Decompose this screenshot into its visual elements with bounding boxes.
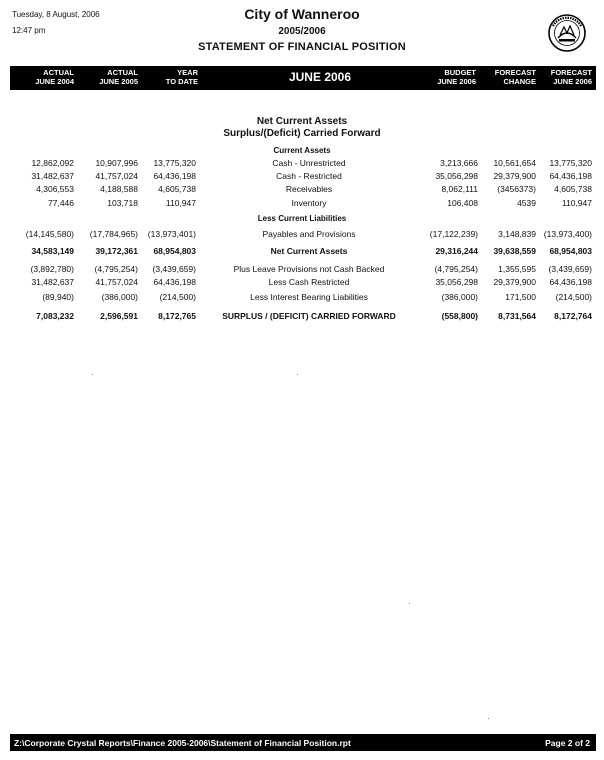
cell-forecast-change: 4539 bbox=[517, 198, 536, 208]
cell-year-to-date: (214,500) bbox=[159, 292, 196, 302]
cell-actual-2005: (4,795,254) bbox=[94, 264, 138, 274]
table-row bbox=[0, 198, 604, 210]
cell-budget: (4,795,254) bbox=[434, 264, 478, 274]
cell-forecast-change: 171,500 bbox=[505, 292, 536, 302]
table-row bbox=[0, 264, 604, 276]
cell-actual-2005: 4,188,588 bbox=[100, 184, 138, 194]
row-label: SURPLUS / (DEFICIT) CARRIED FORWARD bbox=[222, 311, 396, 321]
cell-actual-2004: 31,482,637 bbox=[31, 171, 74, 181]
cell-budget: 29,316,244 bbox=[435, 246, 478, 256]
row-label: Receivables bbox=[285, 184, 333, 194]
row-label: Less Cash Restricted bbox=[268, 277, 350, 287]
section-surplus-carried-forward: Surplus/(Deficit) Carried Forward bbox=[223, 128, 381, 139]
statement-title: STATEMENT OF FINANCIAL POSITION bbox=[198, 41, 406, 53]
row-label: Inventory bbox=[291, 198, 327, 208]
cell-actual-2004: 31,482,637 bbox=[31, 277, 74, 287]
cell-forecast: 110,947 bbox=[561, 198, 592, 208]
header-month: JUNE 2006 bbox=[288, 70, 352, 84]
header-forecast-change: FORECAST CHANGE bbox=[494, 68, 536, 86]
cell-forecast-change: 29,379,900 bbox=[493, 171, 536, 181]
cell-forecast: 8,172,764 bbox=[554, 311, 592, 321]
cell-actual-2005: 10,907,996 bbox=[95, 158, 138, 168]
cell-actual-2004: 4,306,553 bbox=[36, 184, 74, 194]
cell-year-to-date: 110,947 bbox=[165, 198, 196, 208]
table-row bbox=[0, 292, 604, 304]
header-actual-2005: ACTUAL JUNE 2005 bbox=[99, 68, 138, 86]
cell-budget: (558,800) bbox=[441, 311, 478, 321]
report-footer-bar bbox=[10, 734, 596, 751]
cell-forecast: (3,439,659) bbox=[548, 264, 592, 274]
cell-year-to-date: (3,439,659) bbox=[152, 264, 196, 274]
cell-actual-2005: 2,596,591 bbox=[100, 311, 138, 321]
table-row bbox=[0, 184, 604, 196]
cell-year-to-date: 8,172,765 bbox=[158, 311, 196, 321]
cell-forecast: 68,954,803 bbox=[549, 246, 592, 256]
report-file-path: Z:\Corporate Crystal Reports\Finance 2005-2006\Statement of Financial Position.rpt bbox=[14, 738, 351, 748]
table-row-total bbox=[0, 311, 604, 323]
table-row bbox=[0, 277, 604, 289]
cell-actual-2005: (17,784,965) bbox=[89, 229, 138, 239]
row-label: Net Current Assets bbox=[270, 246, 348, 256]
city-seal-logo bbox=[548, 14, 586, 52]
cell-forecast-change: 3,148,839 bbox=[498, 229, 536, 239]
header-actual-2004: ACTUAL JUNE 2004 bbox=[35, 68, 74, 86]
cell-actual-2005: (386,000) bbox=[101, 292, 138, 302]
cell-year-to-date: 13,775,320 bbox=[153, 158, 196, 168]
row-label: Payables and Provisions bbox=[262, 229, 356, 239]
section-net-current-assets: Net Current Assets bbox=[256, 116, 348, 127]
cell-forecast: 64,436,198 bbox=[549, 171, 592, 181]
table-row-total bbox=[0, 246, 604, 258]
cell-actual-2005: 41,757,024 bbox=[95, 277, 138, 287]
cell-year-to-date: (13,973,401) bbox=[147, 229, 196, 239]
header-forecast: FORECAST JUNE 2006 bbox=[550, 68, 592, 86]
report-date: Tuesday, 8 August, 2006 bbox=[12, 10, 100, 19]
cell-year-to-date: 64,436,198 bbox=[153, 277, 196, 287]
scan-speck bbox=[409, 603, 410, 604]
section-less-current-liabilities: Less Current Liabilities bbox=[257, 214, 347, 223]
cell-forecast: 4,605,738 bbox=[554, 184, 592, 194]
cell-budget: (17,122,239) bbox=[429, 229, 478, 239]
cell-budget: (386,000) bbox=[441, 292, 478, 302]
cell-budget: 3,213,666 bbox=[440, 158, 478, 168]
header-year-to-date: YEAR TO DATE bbox=[165, 68, 198, 86]
cell-forecast-change: 10,561,654 bbox=[493, 158, 536, 168]
cell-budget: 8,062,111 bbox=[441, 184, 478, 194]
cell-actual-2004: 12,862,092 bbox=[31, 158, 74, 168]
report-time: 12:47 pm bbox=[12, 26, 46, 35]
header-budget: BUDGET JUNE 2006 bbox=[437, 68, 476, 86]
organisation-title: City of Wanneroo bbox=[244, 6, 360, 22]
cell-forecast: (13,973,400) bbox=[543, 229, 592, 239]
scan-speck bbox=[92, 374, 93, 375]
cell-year-to-date: 4,605,738 bbox=[158, 184, 196, 194]
cell-budget: 35,056,298 bbox=[435, 171, 478, 181]
cell-year-to-date: 64,436,198 bbox=[153, 171, 196, 181]
cell-actual-2004: 77,446 bbox=[48, 198, 74, 208]
cell-actual-2004: (3,892,780) bbox=[30, 264, 74, 274]
cell-forecast: 13,775,320 bbox=[549, 158, 592, 168]
table-row bbox=[0, 171, 604, 183]
table-row bbox=[0, 158, 604, 170]
row-label: Less Interest Bearing Liabilities bbox=[250, 292, 368, 302]
cell-forecast: 64,436,198 bbox=[549, 277, 592, 287]
cell-forecast: (214,500) bbox=[555, 292, 592, 302]
cell-forecast-change: 39,638,559 bbox=[493, 246, 536, 256]
scan-speck bbox=[488, 718, 489, 719]
section-current-assets: Current Assets bbox=[273, 146, 331, 155]
cell-actual-2004: 34,583,149 bbox=[31, 246, 74, 256]
table-row bbox=[0, 229, 604, 241]
column-header-bar bbox=[10, 66, 596, 90]
cell-forecast-change: 29,379,900 bbox=[493, 277, 536, 287]
row-label: Plus Leave Provisions not Cash Backed bbox=[233, 264, 385, 274]
page-number: Page 2 of 2 bbox=[545, 738, 590, 748]
cell-budget: 35,056,298 bbox=[435, 277, 478, 287]
cell-actual-2004: (89,940) bbox=[42, 292, 74, 302]
cell-actual-2005: 103,718 bbox=[107, 198, 138, 208]
cell-forecast-change: 1,355,595 bbox=[498, 264, 536, 274]
cell-actual-2004: 7,083,232 bbox=[36, 311, 74, 321]
cell-actual-2005: 41,757,024 bbox=[95, 171, 138, 181]
cell-forecast-change: 8,731,564 bbox=[498, 311, 536, 321]
financial-year: 2005/2006 bbox=[278, 26, 326, 37]
row-label: Cash - Unrestricted bbox=[272, 158, 346, 168]
cell-budget: 106,408 bbox=[447, 198, 478, 208]
row-label: Cash - Restricted bbox=[276, 171, 342, 181]
cell-year-to-date: 68,954,803 bbox=[153, 246, 196, 256]
cell-forecast-change: (3456373) bbox=[497, 184, 536, 194]
scan-speck bbox=[297, 374, 298, 375]
cell-actual-2004: (14,145,580) bbox=[25, 229, 74, 239]
cell-actual-2005: 39,172,361 bbox=[95, 246, 138, 256]
